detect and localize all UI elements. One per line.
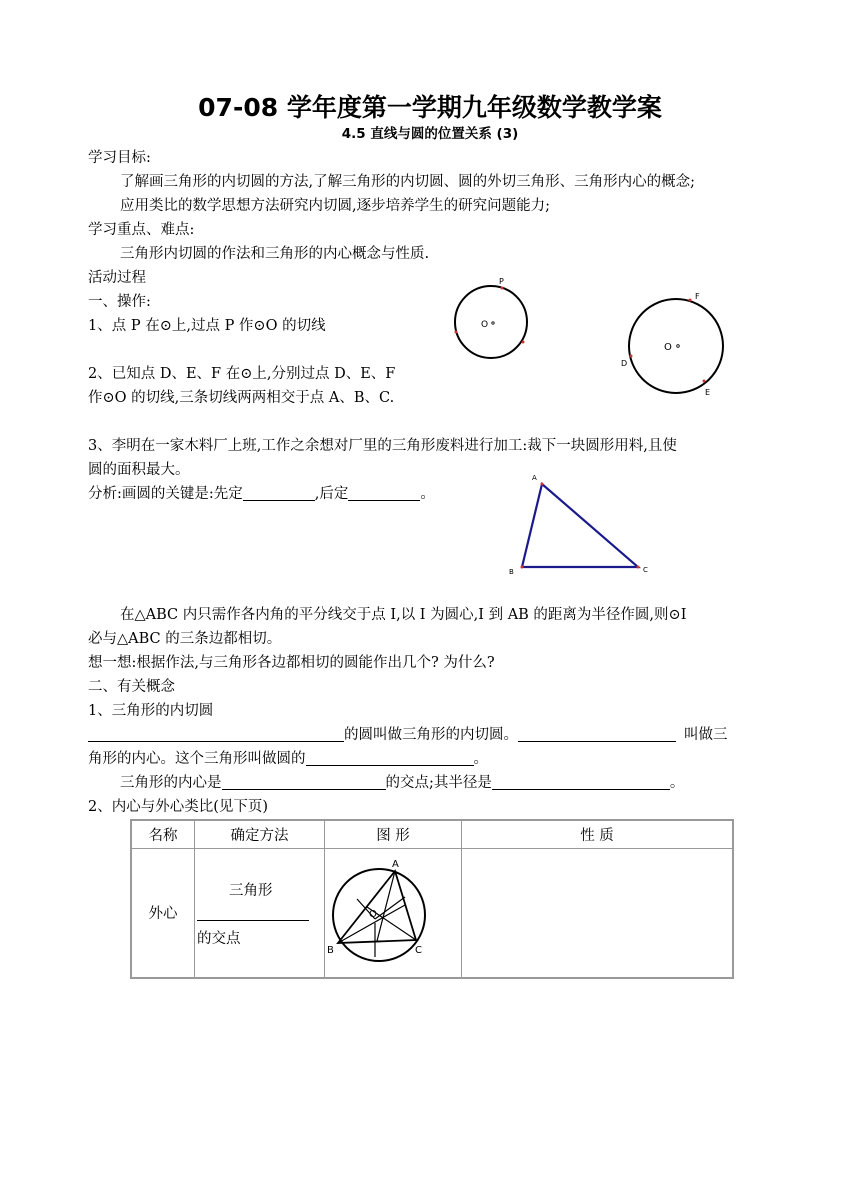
goals-heading: 学习目标: <box>88 150 151 166</box>
circumcenter-label-c: C <box>415 944 422 956</box>
page-subtitle: 4.5 直线与圆的位置关系 (3) <box>341 126 519 142</box>
fig1-center-label: O <box>481 320 489 330</box>
circle-figure-def <box>618 288 733 403</box>
fig2-label-e: E <box>705 388 711 397</box>
think-question: 想一想:根据作法,与三角形各边都相切的圆能作出几个? 为什么? <box>88 655 495 671</box>
concept-1-text-c: 角形的内心。这个三角形叫做圆的 <box>88 751 306 767</box>
concept-1-line-3 <box>120 771 684 795</box>
analysis-blank-2[interactable] <box>348 484 420 501</box>
analysis-text-a: 分析:画圆的关键是:先定 <box>88 486 243 502</box>
inradius-blank[interactable] <box>492 773 670 790</box>
concept-1-title: 1、三角形的内切圆 <box>88 703 214 719</box>
goals-line-1: 了解画三角形的内切圆的方法,了解三角形的内切圆、圆的外切三角形、三角形内心的概念; <box>120 174 695 190</box>
fig2-label-f: F <box>695 292 700 301</box>
question-1: 1、点 P 在⊙上,过点 P 作⊙O 的切线 <box>88 318 326 334</box>
concept-2-title: 2、内心与外心类比(见下页) <box>88 799 269 815</box>
triangle-label-b: B <box>509 568 514 576</box>
row-property[interactable] <box>462 848 734 978</box>
circumcenter-label-a: A <box>392 858 399 870</box>
triangle-figure <box>505 470 665 580</box>
circumcenter-figure <box>327 853 459 975</box>
analysis-text-b: ,后定 <box>314 486 349 502</box>
row-method-blank[interactable] <box>197 920 309 921</box>
concept-1-text-e: 三角形的内心是 <box>120 775 222 791</box>
concept-1-text-d: 。 <box>473 751 488 767</box>
circle-figure-p <box>450 272 540 362</box>
concept-1-text-b: 叫做三 <box>684 727 728 743</box>
comparison-table <box>130 819 734 979</box>
goals-line-2: 应用类比的数学思想方法研究内切圆,逐步培养学生的研究问题能力; <box>120 198 550 214</box>
method-line-2: 必与△ABC 的三条边都相切。 <box>88 631 282 647</box>
row-method-bottom: 的交点 <box>197 930 241 947</box>
row-method-top: 三角形 <box>229 882 273 899</box>
concept-1-text-a: 的圆叫做三角形的内切圆。 <box>344 727 518 743</box>
header-property: 性 质 <box>462 820 734 848</box>
fig1-point-label: P <box>499 277 504 286</box>
row-name: 外心 <box>131 848 195 978</box>
incircle-definition-blank[interactable] <box>88 725 344 742</box>
circumcenter-label-b: B <box>327 944 334 956</box>
concepts-heading: 二、有关概念 <box>88 679 175 695</box>
concept-1-text-g: 。 <box>669 775 685 791</box>
question-3-line-1: 3、李明在一家木料厂上班,工作之余想对厂里的三角形废料进行加工:裁下一块圆形用料,且使 <box>88 438 677 454</box>
header-figure: 图 形 <box>325 820 462 848</box>
question-2-line-2: 作⊙O 的切线,三条切线两两相交于点 A、B、C. <box>88 390 395 406</box>
concept-1-line-2 <box>88 747 488 771</box>
page-title: 07-08 学年度第一学期九年级数学教学案 <box>198 93 662 122</box>
triangle-label-a: A <box>532 474 537 482</box>
incenter-intersection-blank[interactable] <box>222 773 386 790</box>
fig2-label-d: D <box>621 359 628 368</box>
concept-1-text-f: 的交点;其半径是 <box>385 775 492 791</box>
keypoints-line-1: 三角形内切圆的作法和三角形的内心概念与性质. <box>120 246 430 262</box>
activity-heading: 活动过程 <box>88 270 146 286</box>
table-header-row <box>131 820 733 848</box>
row-method <box>195 848 325 978</box>
circumcenter-label-o: O <box>369 908 377 920</box>
concept-1-line-1 <box>88 723 728 747</box>
analysis-text-c: 。 <box>420 486 435 502</box>
activity-part-1: 一、操作: <box>88 294 151 310</box>
triangle-label-c: C <box>643 566 648 574</box>
circumscribed-triangle-blank[interactable] <box>306 749 474 766</box>
analysis-blank-1[interactable] <box>243 484 315 501</box>
header-name: 名称 <box>131 820 195 848</box>
fig2-center-label: O <box>664 342 672 353</box>
table-row <box>131 848 733 978</box>
question-2-line-1: 2、已知点 D、E、F 在⊙上,分别过点 D、E、F <box>88 366 396 382</box>
keypoints-heading: 学习重点、难点: <box>88 222 195 238</box>
header-method: 确定方法 <box>195 820 325 848</box>
method-line-1: 在△ABC 内只需作各内角的平分线交于点 I,以 I 为圆心,I 到 AB 的距离为半径作圆,则⊙I <box>120 607 687 623</box>
row-figure <box>325 848 462 978</box>
analysis-line <box>88 482 435 506</box>
question-3-line-2: 圆的面积最大。 <box>88 462 190 478</box>
incenter-definition-blank[interactable] <box>518 725 676 742</box>
